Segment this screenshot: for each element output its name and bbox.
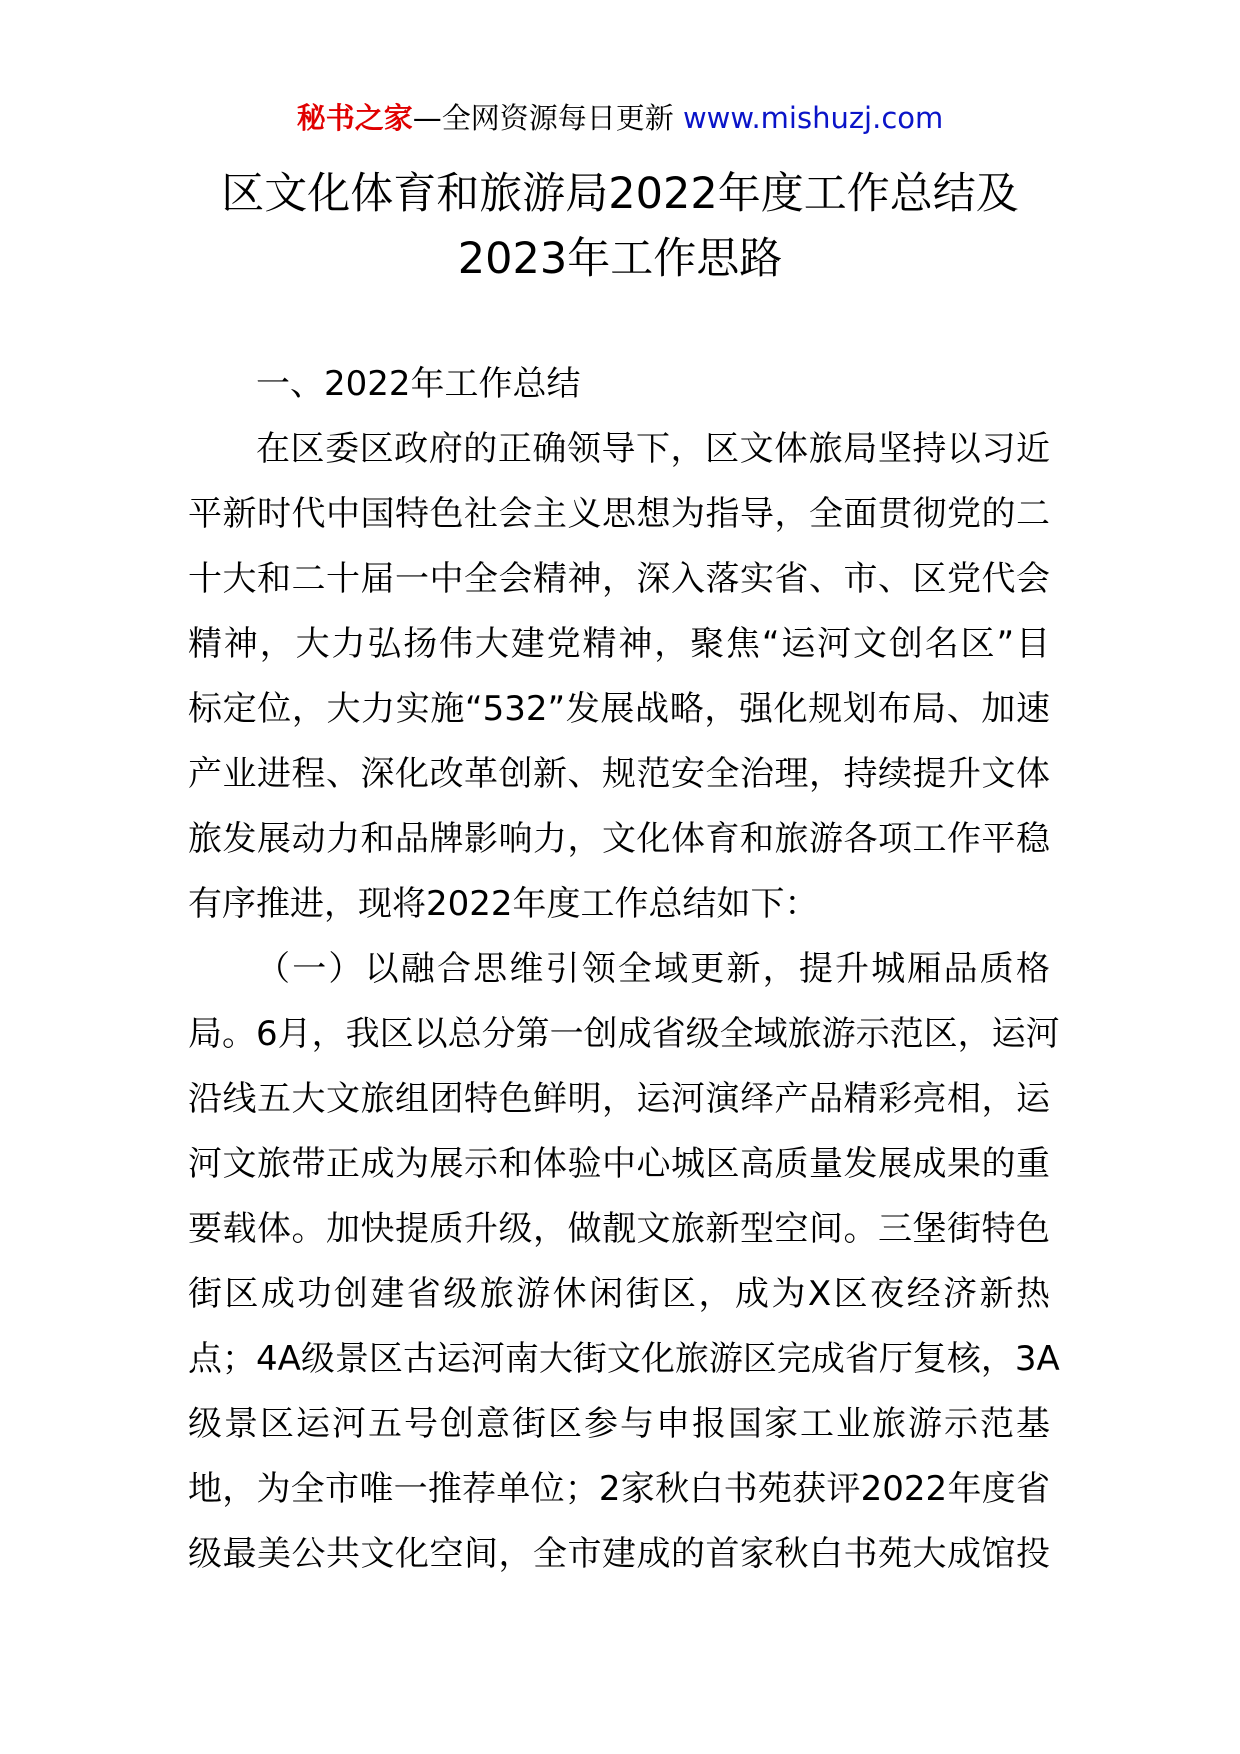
paragraph-line: 河文旅带正成为展示和体验中心城区高质量发展成果的重 — [188, 1144, 1050, 1184]
paragraph-line: 地，为全市唯一推荐单位；2家秋白书苑获评2022年度省 — [188, 1469, 1050, 1509]
paragraph-line: 局。6月，我区以总分第一创成省级全域旅游示范区，运河 — [188, 1014, 1060, 1054]
section-heading: 一、2022年工作总结 — [256, 364, 581, 404]
paragraph-line: 级最美公共文化空间，全市建成的首家秋白书苑大成馆投 — [188, 1534, 1050, 1574]
paragraph-line: 十大和二十届一中全会精神，深入落实省、市、区党代会 — [188, 559, 1050, 599]
document-title — [150, 162, 1090, 292]
paragraph-line: 街区成功创建省级旅游休闲街区，成为X区夜经济新热 — [188, 1274, 1050, 1314]
paragraph-line: 点；4A级景区古运河南大街文化旅游区完成省厅复核，3A — [188, 1339, 1060, 1379]
title-line-1: 区文化体育和旅游局2022年度工作总结及 — [221, 169, 1019, 219]
document-body — [188, 352, 1060, 1587]
paragraph-line: 平新时代中国特色社会主义思想为指导，全面贯彻党的二 — [188, 494, 1050, 534]
brand-name: 秘书之家 — [296, 101, 413, 135]
header-tagline: —全网资源每日更新 — [412, 101, 683, 135]
paragraph-line: 产业进程、深化改革创新、规范安全治理，持续提升文体 — [188, 754, 1050, 794]
watermark-header — [0, 98, 1240, 138]
paragraph-line: 级景区运河五号创意街区参与申报国家工业旅游示范基 — [188, 1404, 1050, 1444]
paragraph-line: 标定位，大力实施“532”发展战略，强化规划布局、加速 — [188, 689, 1050, 729]
title-line-2: 2023年工作思路 — [457, 234, 783, 284]
site-link[interactable]: www.mishuzj.com — [682, 101, 944, 135]
paragraph-line: 沿线五大文旅组团特色鲜明，运河演绎产品精彩亮相，运 — [188, 1079, 1050, 1119]
paragraph-line: 在区委区政府的正确领导下，区文体旅局坚持以习近 — [256, 429, 1050, 469]
paragraph-line: 旅发展动力和品牌影响力，文化体育和旅游各项工作平稳 — [188, 819, 1050, 859]
paragraph-line: （一）以融合思维引领全域更新，提升城厢品质格 — [256, 949, 1050, 989]
paragraph-line: 要载体。加快提质升级，做靓文旅新型空间。三堡街特色 — [188, 1209, 1050, 1249]
paragraph-line: 有序推进，现将2022年度工作总结如下： — [188, 884, 819, 924]
paragraph-line: 精神，大力弘扬伟大建党精神，聚焦“运河文创名区”目 — [188, 624, 1050, 664]
